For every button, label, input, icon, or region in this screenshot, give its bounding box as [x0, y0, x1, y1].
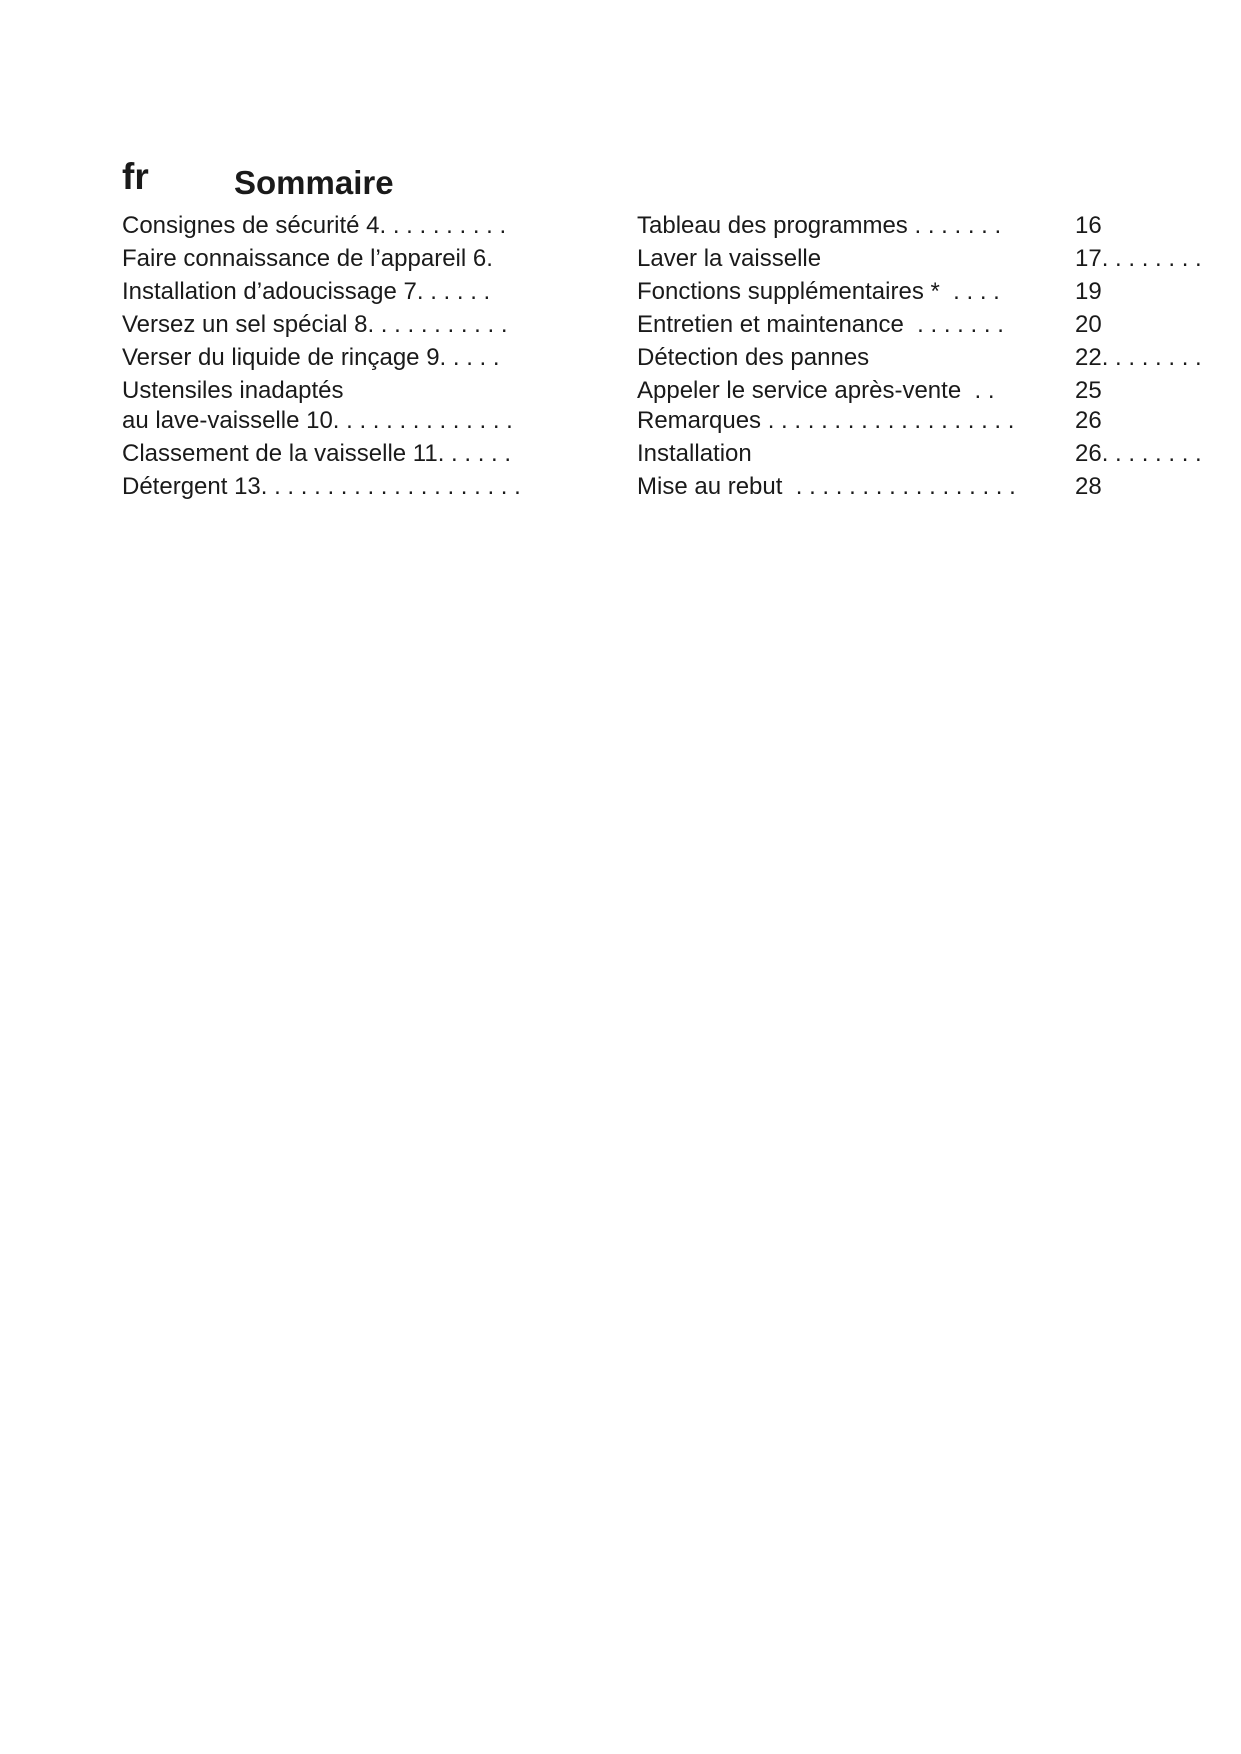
toc-entry: au lave-vaisselle 10. . . . . . . . . . . . . . [122, 407, 513, 434]
language-code: fr [122, 156, 149, 197]
toc-entry: Tableau des programmes . . . . . . . [637, 212, 1002, 239]
toc-entry: Laver la vaisselle [637, 245, 822, 272]
page-number: 22. . . . . . . . [1075, 344, 1202, 371]
toc-entry: Classement de la vaisselle 11. . . . . . [122, 440, 512, 467]
page-number: 20 [1075, 311, 1102, 338]
toc-entry: Fonctions supplémentaires * . . . . [637, 278, 1000, 305]
page-number: 26. . . . . . . . [1075, 440, 1202, 467]
toc-entry: Appeler le service après-vente . . [637, 377, 995, 404]
toc-entry: Ustensiles inadaptés [122, 377, 344, 404]
toc-entry: Entretien et maintenance . . . . . . . [637, 311, 1004, 338]
toc-entry: Mise au rebut . . . . . . . . . . . . . . . . . [637, 473, 1016, 500]
page-number: 26 [1075, 407, 1102, 434]
page-number: 25 [1075, 377, 1102, 404]
toc-entry: Consignes de sécurité 4. . . . . . . . . . [122, 212, 507, 239]
page-number: 16 [1075, 212, 1102, 239]
page-number: 28 [1075, 473, 1102, 500]
toc-entry: Faire connaissance de l’appareil 6. [122, 245, 493, 272]
toc-entry: Remarques . . . . . . . . . . . . . . . . . . . [637, 407, 1015, 434]
toc-entry: Versez un sel spécial 8. . . . . . . . . . . [122, 311, 508, 338]
toc-entry: Installation d’adoucissage 7. . . . . . [122, 278, 491, 305]
toc-entry: Détergent 13. . . . . . . . . . . . . . . . . . . . [122, 473, 521, 500]
toc-entry: Verser du liquide de rinçage 9. . . . . [122, 344, 500, 371]
toc-entry: Détection des pannes [637, 344, 870, 371]
page-number: 17. . . . . . . . [1075, 245, 1202, 272]
page-title: Sommaire [234, 164, 394, 201]
toc-entry: Installation [637, 440, 752, 467]
page-number: 19 [1075, 278, 1102, 305]
